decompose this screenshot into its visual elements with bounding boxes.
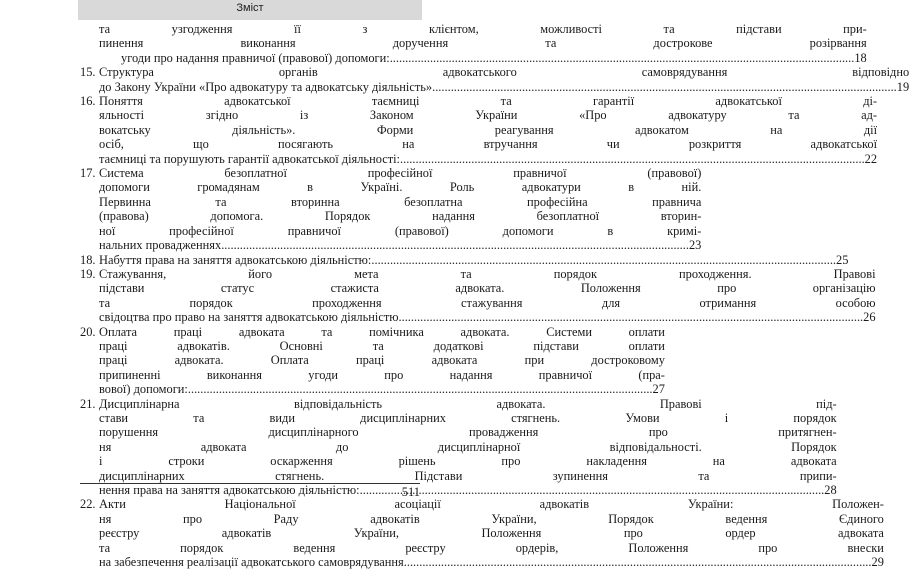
toc-entry-line: Структура органів адвокатського самоврядування відповідно bbox=[99, 65, 909, 80]
toc-entry-line: і строки оскарження рішень про накладення на адвоката bbox=[99, 454, 837, 469]
toc-page-number: 22 bbox=[864, 151, 878, 166]
toc-entry-14-continued bbox=[80, 22, 867, 65]
toc-entry-line: (правова) допомога. Порядок надання безоплатної вторин- bbox=[99, 209, 702, 224]
toc-entry-number: 16. bbox=[80, 94, 96, 109]
toc-entry-line: нальних провадженнях. bbox=[99, 238, 225, 253]
toc-entry-number: 21. bbox=[80, 396, 96, 411]
toc-entry-line: вової) допомоги: bbox=[99, 382, 188, 397]
toc-page-number: 25 bbox=[836, 252, 849, 267]
toc-entry-line: порушення дисциплінарного провадження про притягнен- bbox=[99, 425, 837, 440]
toc-entry-line: стави та види дисциплінарних стягнень. Умови і порядок bbox=[99, 410, 837, 425]
toc-entry-line: яльності згідно із Законом України «Про адвокатуру та ад- bbox=[99, 108, 878, 123]
toc-entry-line: до Закону України «Про адвокатуру та адвокатську діяльність» bbox=[99, 79, 433, 94]
dot-leader bbox=[432, 80, 897, 94]
toc-entry-20 bbox=[80, 324, 665, 397]
toc-entry-leader bbox=[99, 80, 909, 94]
toc-entry-line: Стажування, його мета та порядок проходження. Правові bbox=[99, 266, 876, 281]
toc-entry-line: реєстру адвокатів України, Положення про ордер адвоката bbox=[99, 526, 884, 541]
toc-entry-number: 17. bbox=[80, 166, 96, 181]
page-number: 511 bbox=[401, 485, 420, 499]
toc-entry-line: дисциплінарних стягнень. Підстави зупинення та припи- bbox=[99, 468, 837, 483]
toc-entry-line: Дисциплінарна відповідальність адвоката. Правові під- bbox=[99, 396, 837, 411]
toc-entry-number: 15. bbox=[80, 65, 96, 80]
toc-entry-22 bbox=[80, 497, 884, 569]
dot-leader bbox=[400, 152, 865, 166]
dot-leader bbox=[399, 310, 864, 324]
toc-page-number: 19 bbox=[896, 79, 909, 94]
dot-leader bbox=[371, 253, 836, 267]
toc-entry-line: ня про Раду адвокатів України, Порядок ведення Єдиного bbox=[99, 511, 884, 526]
toc-entry-line: та порядок ведення реєстру ордерів, Положення про внески bbox=[99, 540, 884, 555]
toc-entry-line: припиненні виконання угоди про надання правничої (пра- bbox=[99, 367, 665, 382]
toc-entry-leader bbox=[99, 51, 867, 65]
dot-leader bbox=[390, 51, 855, 65]
toc-entry-leader bbox=[99, 382, 665, 396]
toc-entry-17 bbox=[80, 166, 702, 253]
toc-entry-line: допомоги громадянам в Україні. Роль адвокатури в ній. bbox=[99, 180, 702, 195]
toc-page-number: 27 bbox=[652, 382, 665, 397]
running-header: Зміст bbox=[78, 0, 422, 20]
toc-entry-number: 19. bbox=[80, 266, 96, 281]
toc-entry-leader bbox=[99, 152, 877, 166]
toc-page-number: 23 bbox=[688, 238, 702, 253]
toc-entry-number: 22. bbox=[80, 497, 96, 512]
toc-page-number: 26 bbox=[863, 310, 876, 325]
toc-entry-18 bbox=[80, 252, 849, 267]
toc-entry-line: праці адвоката. Оплата праці адвоката при достроковому bbox=[99, 353, 665, 368]
toc-entry-16 bbox=[80, 94, 878, 166]
toc-page-number: 18 bbox=[854, 50, 867, 65]
toc-entry-leader bbox=[99, 310, 876, 324]
dot-leader bbox=[407, 555, 872, 569]
dot-leader bbox=[360, 483, 825, 497]
toc-entry-line: ня адвоката до дисциплінарної відповідальності. Порядок bbox=[99, 439, 837, 454]
toc-entry-15 bbox=[80, 65, 909, 94]
toc-entry-line: Поняття адвокатської таємниці та гарантії адвокатської ді- bbox=[99, 94, 878, 109]
toc-entry-19 bbox=[80, 266, 876, 325]
toc-entry-line: Система безоплатної професійної правничої (правової) bbox=[99, 166, 702, 181]
table-of-contents bbox=[80, 22, 909, 569]
toc-entry-line: нення права на заняття адвокатською діяльністю: bbox=[99, 483, 360, 497]
toc-entry-line: свідоцтва про право на заняття адвокатською діяльністю bbox=[99, 310, 399, 325]
toc-entry-number: 18. bbox=[80, 252, 96, 267]
toc-entry-line: осіб, що посягають на втручання чи розкриття адвокатської bbox=[99, 137, 878, 152]
toc-entry-leader bbox=[99, 253, 848, 267]
toc-entry-line: на забезпечення реалізації адвокатського самоврядування. bbox=[99, 555, 407, 569]
toc-entry-line: Первинна та вторинна безоплатна професійна правнича bbox=[99, 194, 702, 209]
toc-entry-line: вокатську діяльність». Форми реагування адвокатом на дії bbox=[99, 122, 878, 137]
toc-entry-line: Оплата праці адвоката та помічника адвоката. Системи оплати bbox=[99, 324, 665, 339]
dot-leader bbox=[188, 382, 653, 396]
toc-entry-line: Акти Національної асоціації адвокатів України: Положен- bbox=[99, 497, 884, 512]
toc-entry-number: 20. bbox=[80, 324, 96, 339]
toc-entry-line: таємниці та порушують гарантії адвокатської діяльності: bbox=[99, 151, 401, 166]
toc-page-number: 28 bbox=[824, 483, 837, 497]
toc-entry-line: ної професійної правничої (правової) допомоги в кримі- bbox=[99, 223, 702, 238]
footer-rule bbox=[80, 483, 420, 484]
toc-entry-leader bbox=[99, 555, 884, 569]
toc-entry-leader bbox=[99, 483, 837, 497]
toc-entry-line: та порядок проходження стажування для отримання особою bbox=[99, 295, 876, 310]
toc-entry-number bbox=[80, 22, 99, 65]
toc-entry-line: та узгодження її з клієнтом, можливості та підстави при- bbox=[99, 22, 867, 36]
toc-entry-leader bbox=[99, 238, 701, 252]
dot-leader bbox=[224, 238, 689, 252]
toc-entry-line: Набуття права на заняття адвокатською діяльністю: bbox=[99, 252, 372, 267]
toc-entry-line: угоди про надання правничої (правової) допомоги: bbox=[121, 50, 390, 65]
toc-entry-line: пинення виконання доручення та дострокове розірвання bbox=[99, 36, 867, 51]
toc-entry-line: праці адвокатів. Основні та додаткові підстави оплати bbox=[99, 338, 665, 353]
toc-page-number: 29 bbox=[871, 555, 884, 569]
toc-entry-line: підстави статус стажиста адвоката. Положення про організацію bbox=[99, 281, 876, 296]
